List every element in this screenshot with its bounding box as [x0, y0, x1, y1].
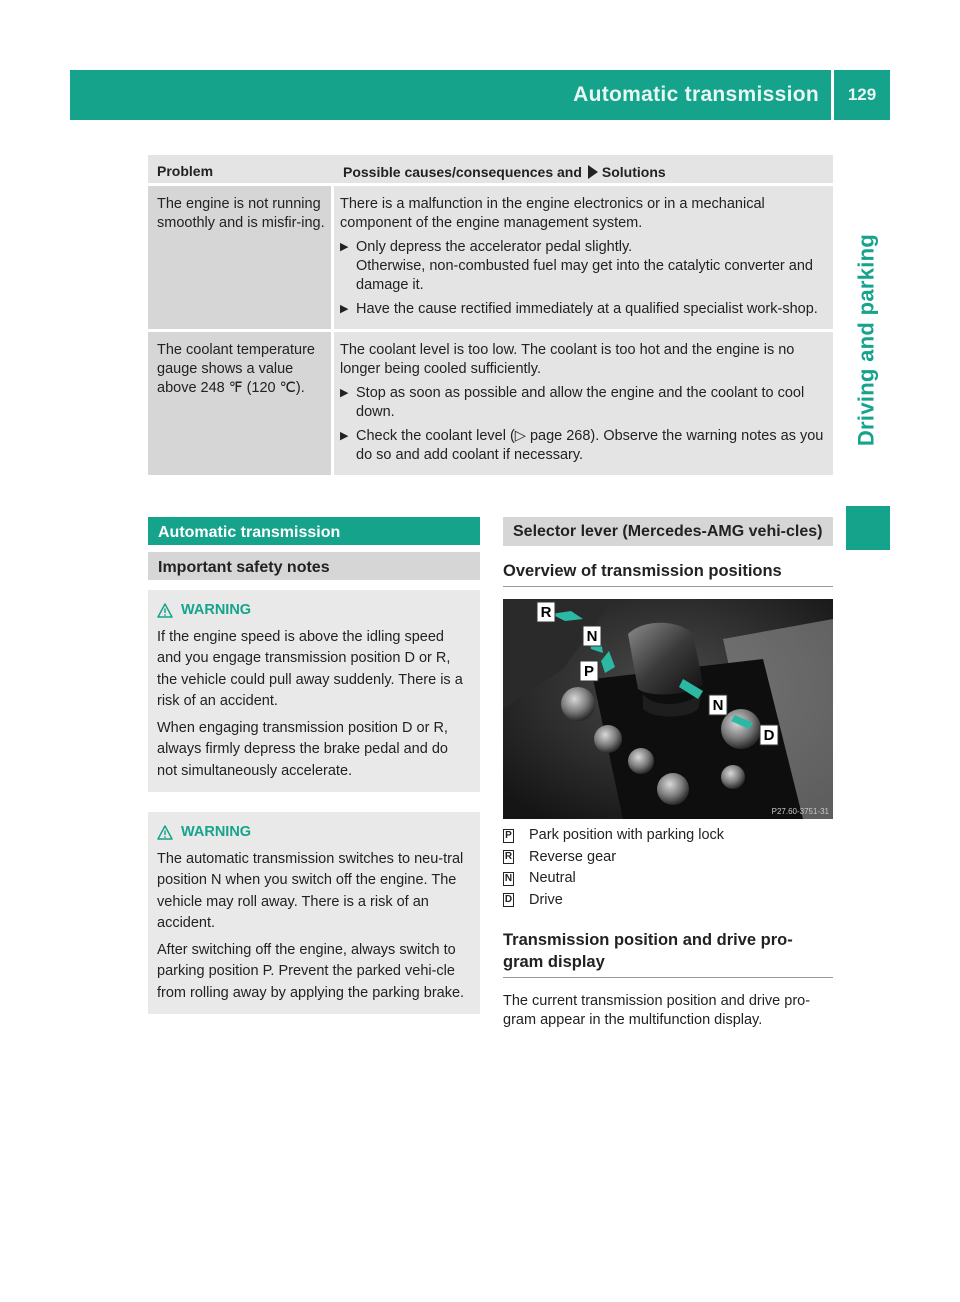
- action-arrow-icon: ▶: [340, 430, 349, 442]
- action-arrow-icon: ▶: [340, 241, 349, 253]
- page-title: Automatic transmission: [573, 83, 819, 106]
- problem-cell: The engine is not running smoothly and is misfir-ing.: [148, 186, 334, 329]
- position-legend: [503, 825, 833, 911]
- warning-triangle-icon: [157, 603, 173, 618]
- action-arrow-icon: ▶: [340, 387, 349, 399]
- solution-cell: [334, 332, 833, 475]
- display-heading: Transmission position and drive pro-gram display: [503, 925, 833, 978]
- overview-heading: Overview of transmission positions: [503, 556, 833, 587]
- neutral-icon: N: [504, 872, 513, 884]
- warning-heading: WARNING: [157, 822, 472, 844]
- list-item: P Park position with parking lock: [503, 825, 833, 847]
- section-heading: Automatic transmission: [148, 517, 480, 545]
- list-item: D Drive: [504, 891, 563, 908]
- solution-step: ▶ Have the cause rectified immediately at a qualified specialist work-shop.: [340, 301, 818, 317]
- callout-n-upper: N: [586, 628, 598, 645]
- problem-table: [148, 155, 833, 478]
- page-number: 129: [847, 85, 877, 104]
- action-arrow-icon: ▶: [340, 303, 349, 315]
- callout-r: R: [540, 604, 552, 621]
- problem-cell: The coolant temperature gauge shows a value above 248 ℉ (120 ℃).: [148, 332, 334, 475]
- reverse-gear-icon: R: [504, 851, 513, 863]
- selector-lever-photo: [503, 599, 833, 819]
- warning-text: The automatic transmission switches to neu-tral position N when you switch off the engine. The vehicle may roll away. There is a risk of an accident.: [157, 850, 464, 931]
- action-arrow-icon: [588, 165, 598, 179]
- park-position-icon: P: [503, 829, 514, 843]
- callout-n-lower: N: [712, 697, 724, 714]
- drive-icon: D: [504, 894, 513, 906]
- section-heading: Selector lever (Mercedes-AMG vehi-cles): [503, 517, 833, 546]
- table-row: [148, 332, 833, 478]
- right-column: [503, 517, 833, 1030]
- subsection-heading: Important safety notes: [148, 552, 480, 580]
- table-header: [148, 155, 833, 186]
- warning-heading: WARNING: [157, 600, 472, 622]
- selector-lever-illustration: [503, 599, 833, 819]
- left-column: [148, 517, 480, 1014]
- solution-cell: [334, 186, 833, 329]
- display-text: The current transmission position and drive pro-gram appear in the multifunction display.: [503, 993, 811, 1028]
- list-item: R Reverse gear: [504, 848, 617, 865]
- solution-step: ▶ Only depress the accelerator pedal slightly. Otherwise, non-combusted fuel may get into the catalytic converter and damage it.: [340, 239, 813, 293]
- warning-triangle-icon: [157, 825, 173, 840]
- cause-text: The coolant level is too low. The coolant is too hot and the engine is no longer being cooled sufficiently.: [340, 342, 795, 377]
- warning-box: [148, 812, 480, 1014]
- table-row: [148, 186, 833, 332]
- figure-reference: P27.60-3751-31: [771, 807, 829, 816]
- warning-text: If the engine speed is above the idling speed and you engage transmission position D or R, the vehicle could pull away suddenly. There is a risk of an accident.: [157, 628, 463, 709]
- cause-text: There is a malfunction in the engine electronics or in a mechanical component of the engine management system.: [340, 196, 765, 231]
- col-solutions-header: Possible causes/consequences and Solutions: [343, 164, 666, 180]
- chapter-tab-label: Driving and parking: [853, 233, 879, 447]
- warning-text: When engaging transmission position D or R, always firmly depress the brake pedal and do not simultaneously accelerate.: [157, 719, 448, 779]
- callout-p: P: [583, 663, 595, 680]
- header-bar: [70, 70, 890, 120]
- callout-d: D: [763, 727, 775, 744]
- warning-box: [148, 590, 480, 792]
- solution-step: ▶ Stop as soon as possible and allow the engine and the coolant to cool down.: [340, 385, 805, 420]
- list-item: N Neutral: [504, 870, 576, 886]
- chapter-tab: [846, 190, 886, 490]
- col-problem-header: Problem: [157, 163, 214, 179]
- chapter-tab-marker: [846, 506, 890, 550]
- solution-step: ▶ Check the coolant level (▷ page 268). Observe the warning notes as you do so and add coolant if necessary.: [340, 428, 824, 463]
- warning-text: After switching off the engine, always switch to parking position P. Prevent the parked vehi-cle from rolling away by applying the parking brake.: [157, 941, 465, 1001]
